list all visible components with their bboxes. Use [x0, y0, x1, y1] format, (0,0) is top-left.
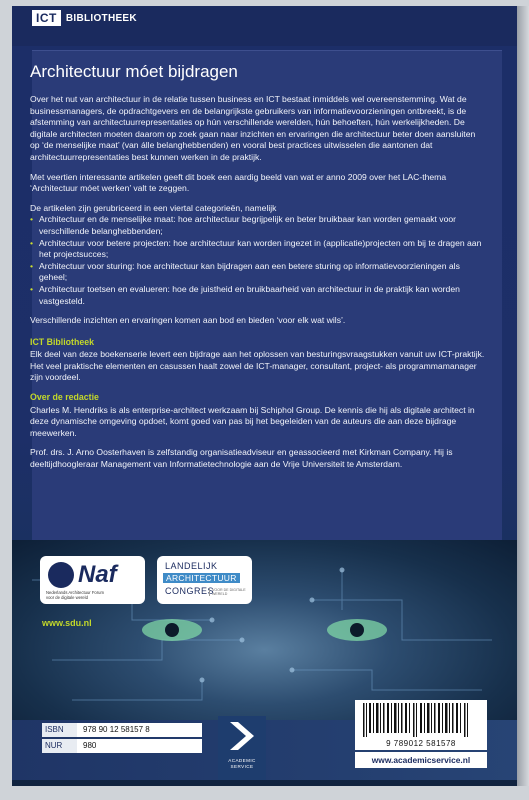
- category-item: • Architectuur toetsen en evalueren: hoe de juistheid en bruikbaarheid van architectuur in de praktijk kan worden vastgesteld.: [39, 284, 485, 307]
- left-pupil: [165, 623, 179, 637]
- series-text: Elk deel van deze boekenserie levert een bijdrage aan het oplossen van besturingsvraagstukken vanuit uw ICT-praktijk. Het veel praktische elementen en casussen haalt zowel de ICT-manager, consultant, project- als programmamanager zijn voordeel.: [30, 349, 485, 383]
- series-brand: [32, 10, 137, 26]
- congres-logo: [157, 556, 252, 604]
- page-edge: [517, 6, 529, 786]
- editors-heading: Over de redactie: [30, 392, 99, 403]
- editor-bio-1: Charles M. Hendriks is als enterprise-architect werkzaam bij Schiphol Group. De kennis die hij als digitale architect in deze dynamische omgeving opdoet, komt goed van pas bij het begeleiden van de auteurs die aan deze bijdrage meewerken.: [30, 404, 475, 438]
- category-item: • Architectuur en de menselijke maat: hoe architectuur begrijpelijk en beter bruikbaar kan worden gemaakt voor verschillende belanghebbenden;: [39, 214, 485, 237]
- sdu-url: www.sdu.nl: [42, 618, 92, 628]
- academic-service-logo: [218, 716, 266, 780]
- congres-line-3: CONGRES: [165, 586, 215, 596]
- category-item: • Architectuur voor betere projecten: hoe architectuur kan worden ingezet in (applicatie)projecten om bij te dragen aan het projectsucces;: [39, 238, 485, 261]
- right-pupil: [350, 623, 364, 637]
- barcode: [355, 700, 487, 738]
- isbn-label: ISBN: [42, 723, 77, 737]
- series-heading: ICT Bibliotheek: [30, 336, 95, 347]
- nur-row: [42, 739, 202, 753]
- congres-line-1: LANDELIJK: [165, 561, 218, 571]
- isbn-block: [42, 723, 202, 753]
- categories-intro: De artikelen zijn gerubriceerd in een viertal categorieën, namelijk: [30, 202, 277, 213]
- isbn-row: [42, 723, 202, 737]
- isbn-value: 978 90 12 58157 8: [77, 723, 202, 737]
- blurb: [30, 94, 485, 479]
- scope-paragraph: Met veertien interessante artikelen geeft dit boek een aardig beeld van wat er anno 2009 over het LAC-thema ‘Architectuur móet werken’ valt te zeggen.: [30, 171, 447, 194]
- publisher-url: www.academicservice.nl: [355, 752, 487, 768]
- barcode-number: 9 789012 581578: [355, 738, 487, 750]
- congres-line-2: ARCHITECTUUR: [163, 573, 240, 583]
- book-title: Architectuur móet bijdragen: [30, 62, 238, 81]
- naf-wordmark: Naf: [78, 561, 117, 588]
- closing-paragraph: Verschillende inzichten en ervaringen komen aan bod en bieden ‘voor elk wat wils’.: [30, 315, 346, 326]
- brand-ict: ICT: [32, 10, 61, 26]
- chevron-right-icon: [218, 716, 266, 756]
- publisher-name: ACADEMIC SERVICE: [228, 758, 256, 769]
- congres-tagline: VOOR DE DIGITALE WERELD: [209, 588, 248, 596]
- brand-library: BIBLIOTHEEK: [65, 12, 137, 24]
- naf-logo: [40, 556, 145, 604]
- nur-value: 980: [77, 739, 202, 753]
- category-item: • Architectuur voor sturing: hoe architectuur kan bijdragen aan een betere sturing op informatievoorzieningen als geheel;: [39, 261, 485, 284]
- intro-paragraph: Over het nut van architectuur in de relatie tussen business en ICT bestaat inmiddels wel overeenstemming. Wat de businessmanagers, de opdrachtgevers en de belangrijkste gebruikers van informatievoorzieningen ontbreekt, is de afstemming van architectuurrepresentaties op hún verschillende werelden, hún behoeften, hún werkelijkheden. De digitale architecten moeten daarom op zoek gaan naar inzichten en ervaringen die architectuur beter doen aansluiten op ‘de menselijke maat’ (van álle belanghebbenden) en vooral best practices uitwisselen die aantonen dat architectuurrepresentaties best kunnen werken in de praktijk.: [30, 94, 476, 162]
- categories-list: [30, 214, 485, 307]
- naf-emblem-icon: [48, 562, 74, 588]
- barcode-lines: [355, 700, 487, 738]
- nur-label: NUR: [42, 739, 77, 753]
- naf-subtitle: Nederlands Architectuur Forum voor de digitale wereld: [46, 590, 104, 600]
- editor-bio-2: Prof. drs. J. Arno Oosterhaven is zelfstandig organisatieadviseur en geassocieerd met Kirkman Company. Hij is deeltijdhoogleraar Management van Informatietechnologie aan de Vrije Universiteit te Amsterdam.: [30, 447, 453, 470]
